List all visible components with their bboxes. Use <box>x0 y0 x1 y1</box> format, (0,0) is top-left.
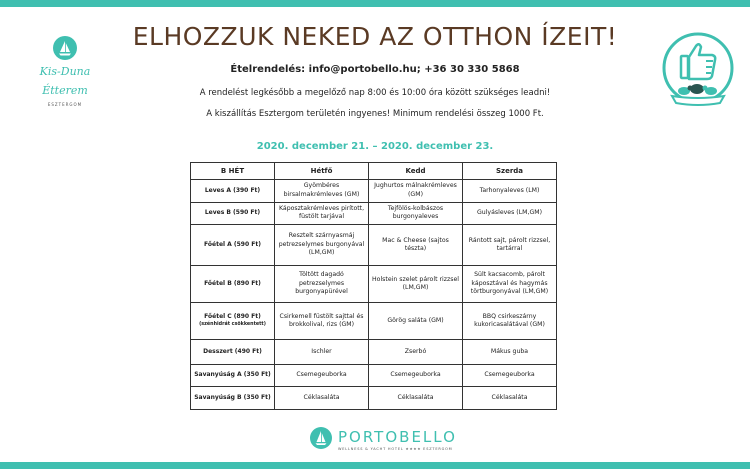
menu-cell: Ischler <box>275 340 369 365</box>
menu-cell: Csirkemell füstölt sajttal és brokkolival, rizs (GM) <box>275 303 369 340</box>
table-row <box>191 266 557 303</box>
menu-cell: Resztelt szárnyasmáj petrezselymes burgonyával (LM,GM) <box>275 225 369 266</box>
row-label: Savanyúság A (350 Ft) <box>191 364 275 387</box>
menu-cell: Holstein szelet párolt rizzsel (LM,GM) <box>369 266 463 303</box>
menu-cell: Céklasaláta <box>275 387 369 410</box>
logo-name-line1: Kis-Duna <box>39 65 91 78</box>
table-row <box>191 340 557 365</box>
table-row <box>191 364 557 387</box>
menu-cell: Gyömbéres birsalmakrémleves (GM) <box>275 180 369 203</box>
order-contact-line: Ételrendelés: info@portobello.hu; +36 30 330 5868 <box>230 64 520 75</box>
menu-cell: Káposztakrémleves pirított, füstölt tarjával <box>275 202 369 225</box>
table-row <box>191 202 557 225</box>
row-label: Savanyúság B (350 Ft) <box>191 387 275 410</box>
menu-cell: Jughurtos málnakrémleves (GM) <box>369 180 463 203</box>
bottom-accent-band <box>0 462 750 469</box>
menu-cell: Sült kacsacomb, párolt káposztával és hagymás törtburgonyával (LM,GM) <box>463 266 557 303</box>
table-row <box>191 225 557 266</box>
page-headline: ELHOZZUK NEKED AZ OTTHON ÍZEIT! <box>132 22 618 51</box>
brand-name: PORTOBELLO <box>338 428 457 446</box>
menu-cell: Görög saláta (GM) <box>369 303 463 340</box>
menu-cell: Gulyásleves (LM,GM) <box>463 202 557 225</box>
menu-cell: Tarhonyaleves (LM) <box>463 180 557 203</box>
weekly-menu-table <box>190 162 557 410</box>
menu-cell: Céklasaláta <box>369 387 463 410</box>
row-label: Desszert (490 Ft) <box>191 340 275 365</box>
table-header-row <box>191 163 557 180</box>
menu-cell: Mákus guba <box>463 340 557 365</box>
header-week: B HÉT <box>191 163 275 180</box>
kis-duna-logo <box>30 36 100 107</box>
menu-cell: Csemegeuborka <box>463 364 557 387</box>
row-label: Főétel A (590 Ft) <box>191 225 275 266</box>
thumbs-up-food-icon <box>660 30 736 110</box>
logo-place: ESZTERGOM <box>47 102 83 107</box>
row-label-sub: (szénhidrát csökkentett) <box>199 322 266 328</box>
order-deadline-note: A rendelést legkésőbb a megelőző nap 8:00 és 10:00 óra között szükséges leadni! <box>199 88 551 98</box>
menu-cell: Rántott sajt, párolt rizzsel, tartárral <box>463 225 557 266</box>
top-accent-band <box>0 0 750 7</box>
delivery-note: A kiszállítás Esztergom területén ingyenes! Minimum rendelési összeg 1000 Ft. <box>206 109 544 119</box>
portobello-logo <box>300 425 460 455</box>
menu-cell: Csemegeuborka <box>369 364 463 387</box>
row-label-main: Főétel C (890 Ft) <box>204 312 261 320</box>
table-row <box>191 180 557 203</box>
header-monday: Hétfő <box>275 163 369 180</box>
row-label: Főétel B (890 Ft) <box>191 266 275 303</box>
table-row <box>191 387 557 410</box>
menu-cell: Csemegeuborka <box>275 364 369 387</box>
logo-name-line2: Étterem <box>42 84 88 97</box>
date-range: 2020. december 21. – 2020. december 23. <box>256 141 494 152</box>
menu-cell: Tejfölös-kolbászos burgonyaleves <box>369 202 463 225</box>
brand-tagline: WELLNESS & YACHT HOTEL ★★★★ ESZTERGOM <box>338 447 453 451</box>
menu-cell: Töltött dagadó petrezselymes burgonyapürével <box>275 266 369 303</box>
menu-cell: Céklasaláta <box>463 387 557 410</box>
row-label: Leves A (390 Ft) <box>191 180 275 203</box>
menu-cell: Mac & Cheese (sajtos tészta) <box>369 225 463 266</box>
menu-cell: Zserbó <box>369 340 463 365</box>
table-row <box>191 303 557 340</box>
menu-cell: BBQ csirkeszárny kukoricasalátával (GM) <box>463 303 557 340</box>
row-label: Leves B (590 Ft) <box>191 202 275 225</box>
row-label <box>191 303 275 340</box>
sailboat-icon <box>310 427 332 449</box>
header-wednesday: Szerda <box>463 163 557 180</box>
sailboat-icon <box>53 36 77 60</box>
header-tuesday: Kedd <box>369 163 463 180</box>
